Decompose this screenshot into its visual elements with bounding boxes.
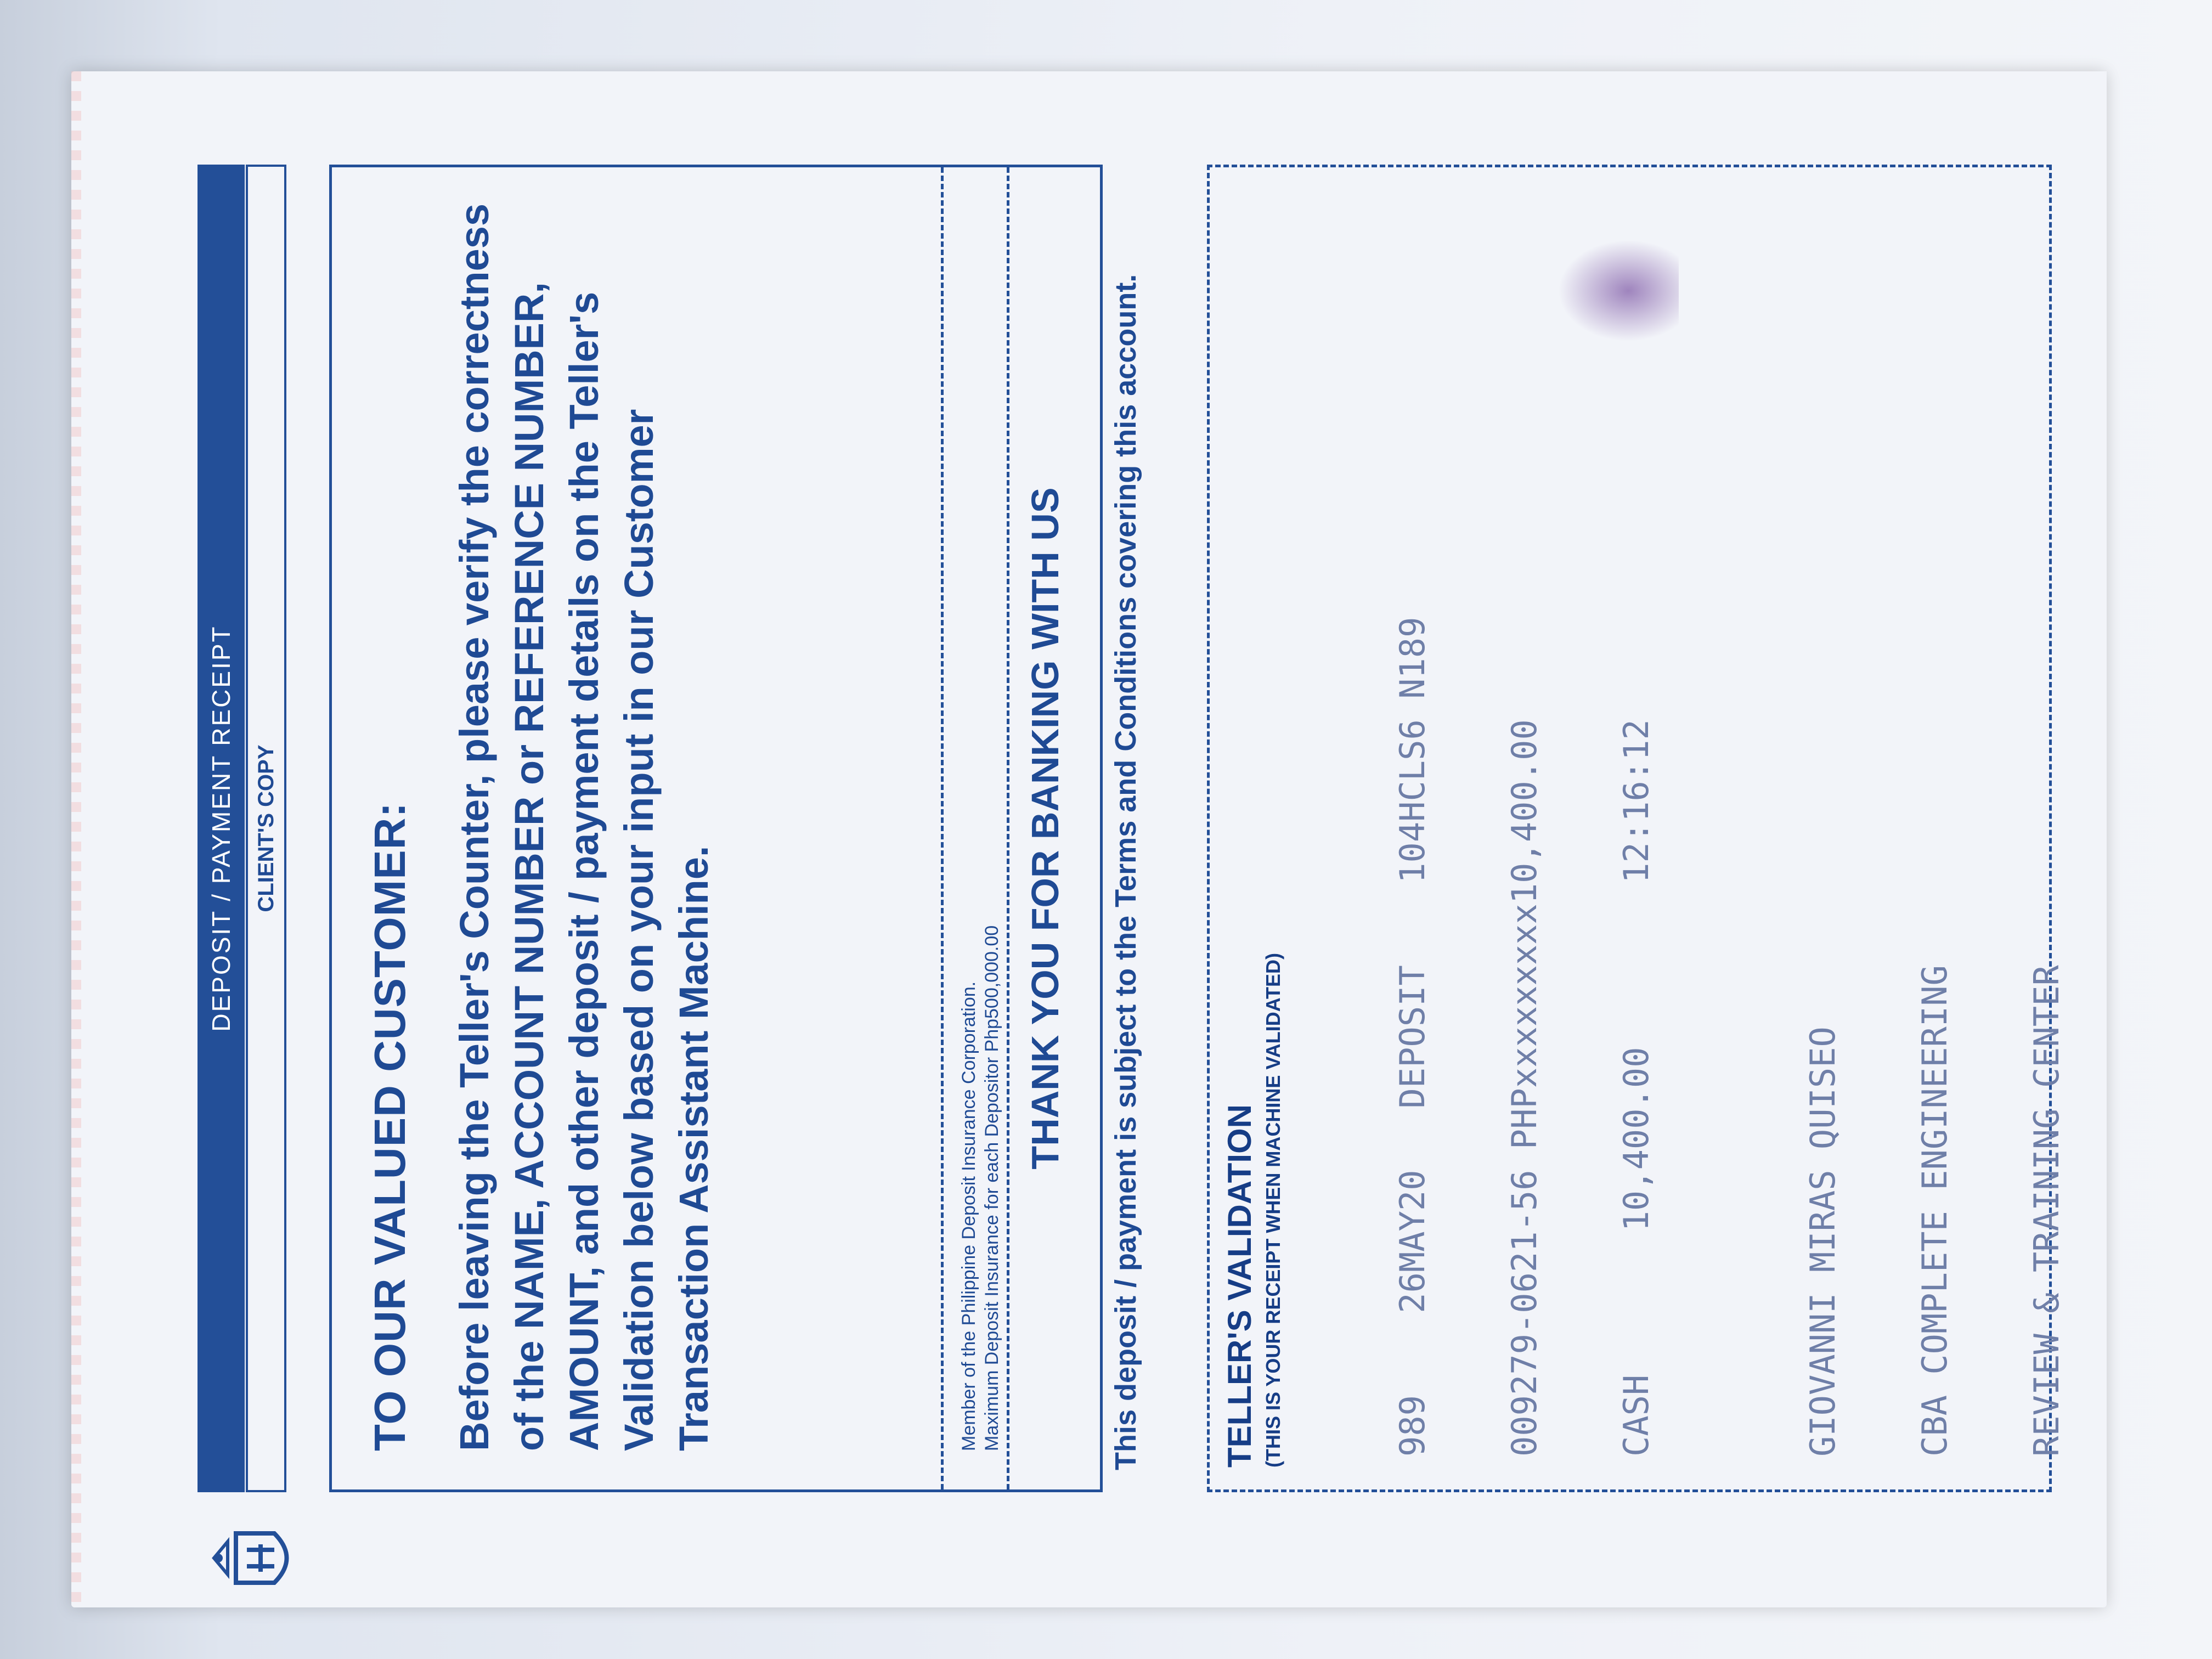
print-line: GIOVANNI MIRAS QUISEO bbox=[1803, 1026, 1843, 1457]
receipt-header bbox=[198, 165, 302, 1613]
validation-subtitle: (THIS IS YOUR RECEIPT WHEN MACHINE VALIDATED) bbox=[1262, 952, 1284, 1468]
bank-crest-icon bbox=[208, 1520, 302, 1596]
receipt-paper bbox=[71, 71, 2107, 1607]
print-line: 009279-0621-56 PHPxxxxxxxxx10,400.00 bbox=[1504, 719, 1544, 1457]
teller-validation-box bbox=[1207, 165, 2067, 1492]
notice-body: Before leaving the Teller's Counter, please verify the correctness of the NAME, ACCOUNT NUMBER or REFERENCE NUMBER, AMOUNT, and other deposit / payment details on the Teller's Validation below based on your input in our Customer Transaction Assistant Machine. bbox=[452, 203, 716, 1451]
pdic-line-2: Maximum Deposit Insurance for each Depositor Php500,000.00 bbox=[981, 925, 1002, 1451]
customer-notice-box bbox=[329, 165, 1103, 1492]
machine-validation-print bbox=[1319, 195, 2140, 1457]
notice-title: TO OUR VALUED CUSTOMER: bbox=[365, 802, 414, 1451]
print-line: CASH 10,400.00 12:16:12 bbox=[1616, 719, 1656, 1457]
divider bbox=[941, 167, 944, 1489]
terms-note: This deposit / payment is subject to the Terms and Conditions covering this account. bbox=[1109, 274, 1142, 1470]
receipt-type-banner: DEPOSIT / PAYMENT RECEIPT bbox=[198, 165, 245, 1492]
print-line: 989 26MAY20 DEPOSIT 104HCLS6 N189 bbox=[1392, 617, 1432, 1457]
print-line: CBA COMPLETE ENGINEERING bbox=[1915, 965, 1955, 1457]
validation-title: TELLER'S VALIDATION bbox=[1221, 1104, 1258, 1468]
copy-label: CLIENT'S COPY bbox=[246, 165, 286, 1492]
ink-stamp-mark bbox=[1553, 236, 1679, 346]
divider bbox=[1007, 167, 1009, 1489]
print-line: REVIEW & TRAINING CENTER bbox=[2027, 965, 2067, 1457]
thank-you-message: THANK YOU FOR BANKING WITH US bbox=[1024, 487, 1066, 1170]
pdic-line-1: Member of the Philippine Deposit Insurance Corporation. bbox=[958, 981, 979, 1451]
torn-edge bbox=[71, 71, 81, 1607]
pdic-note bbox=[957, 926, 1003, 1451]
receipt-content bbox=[198, 165, 2118, 1613]
